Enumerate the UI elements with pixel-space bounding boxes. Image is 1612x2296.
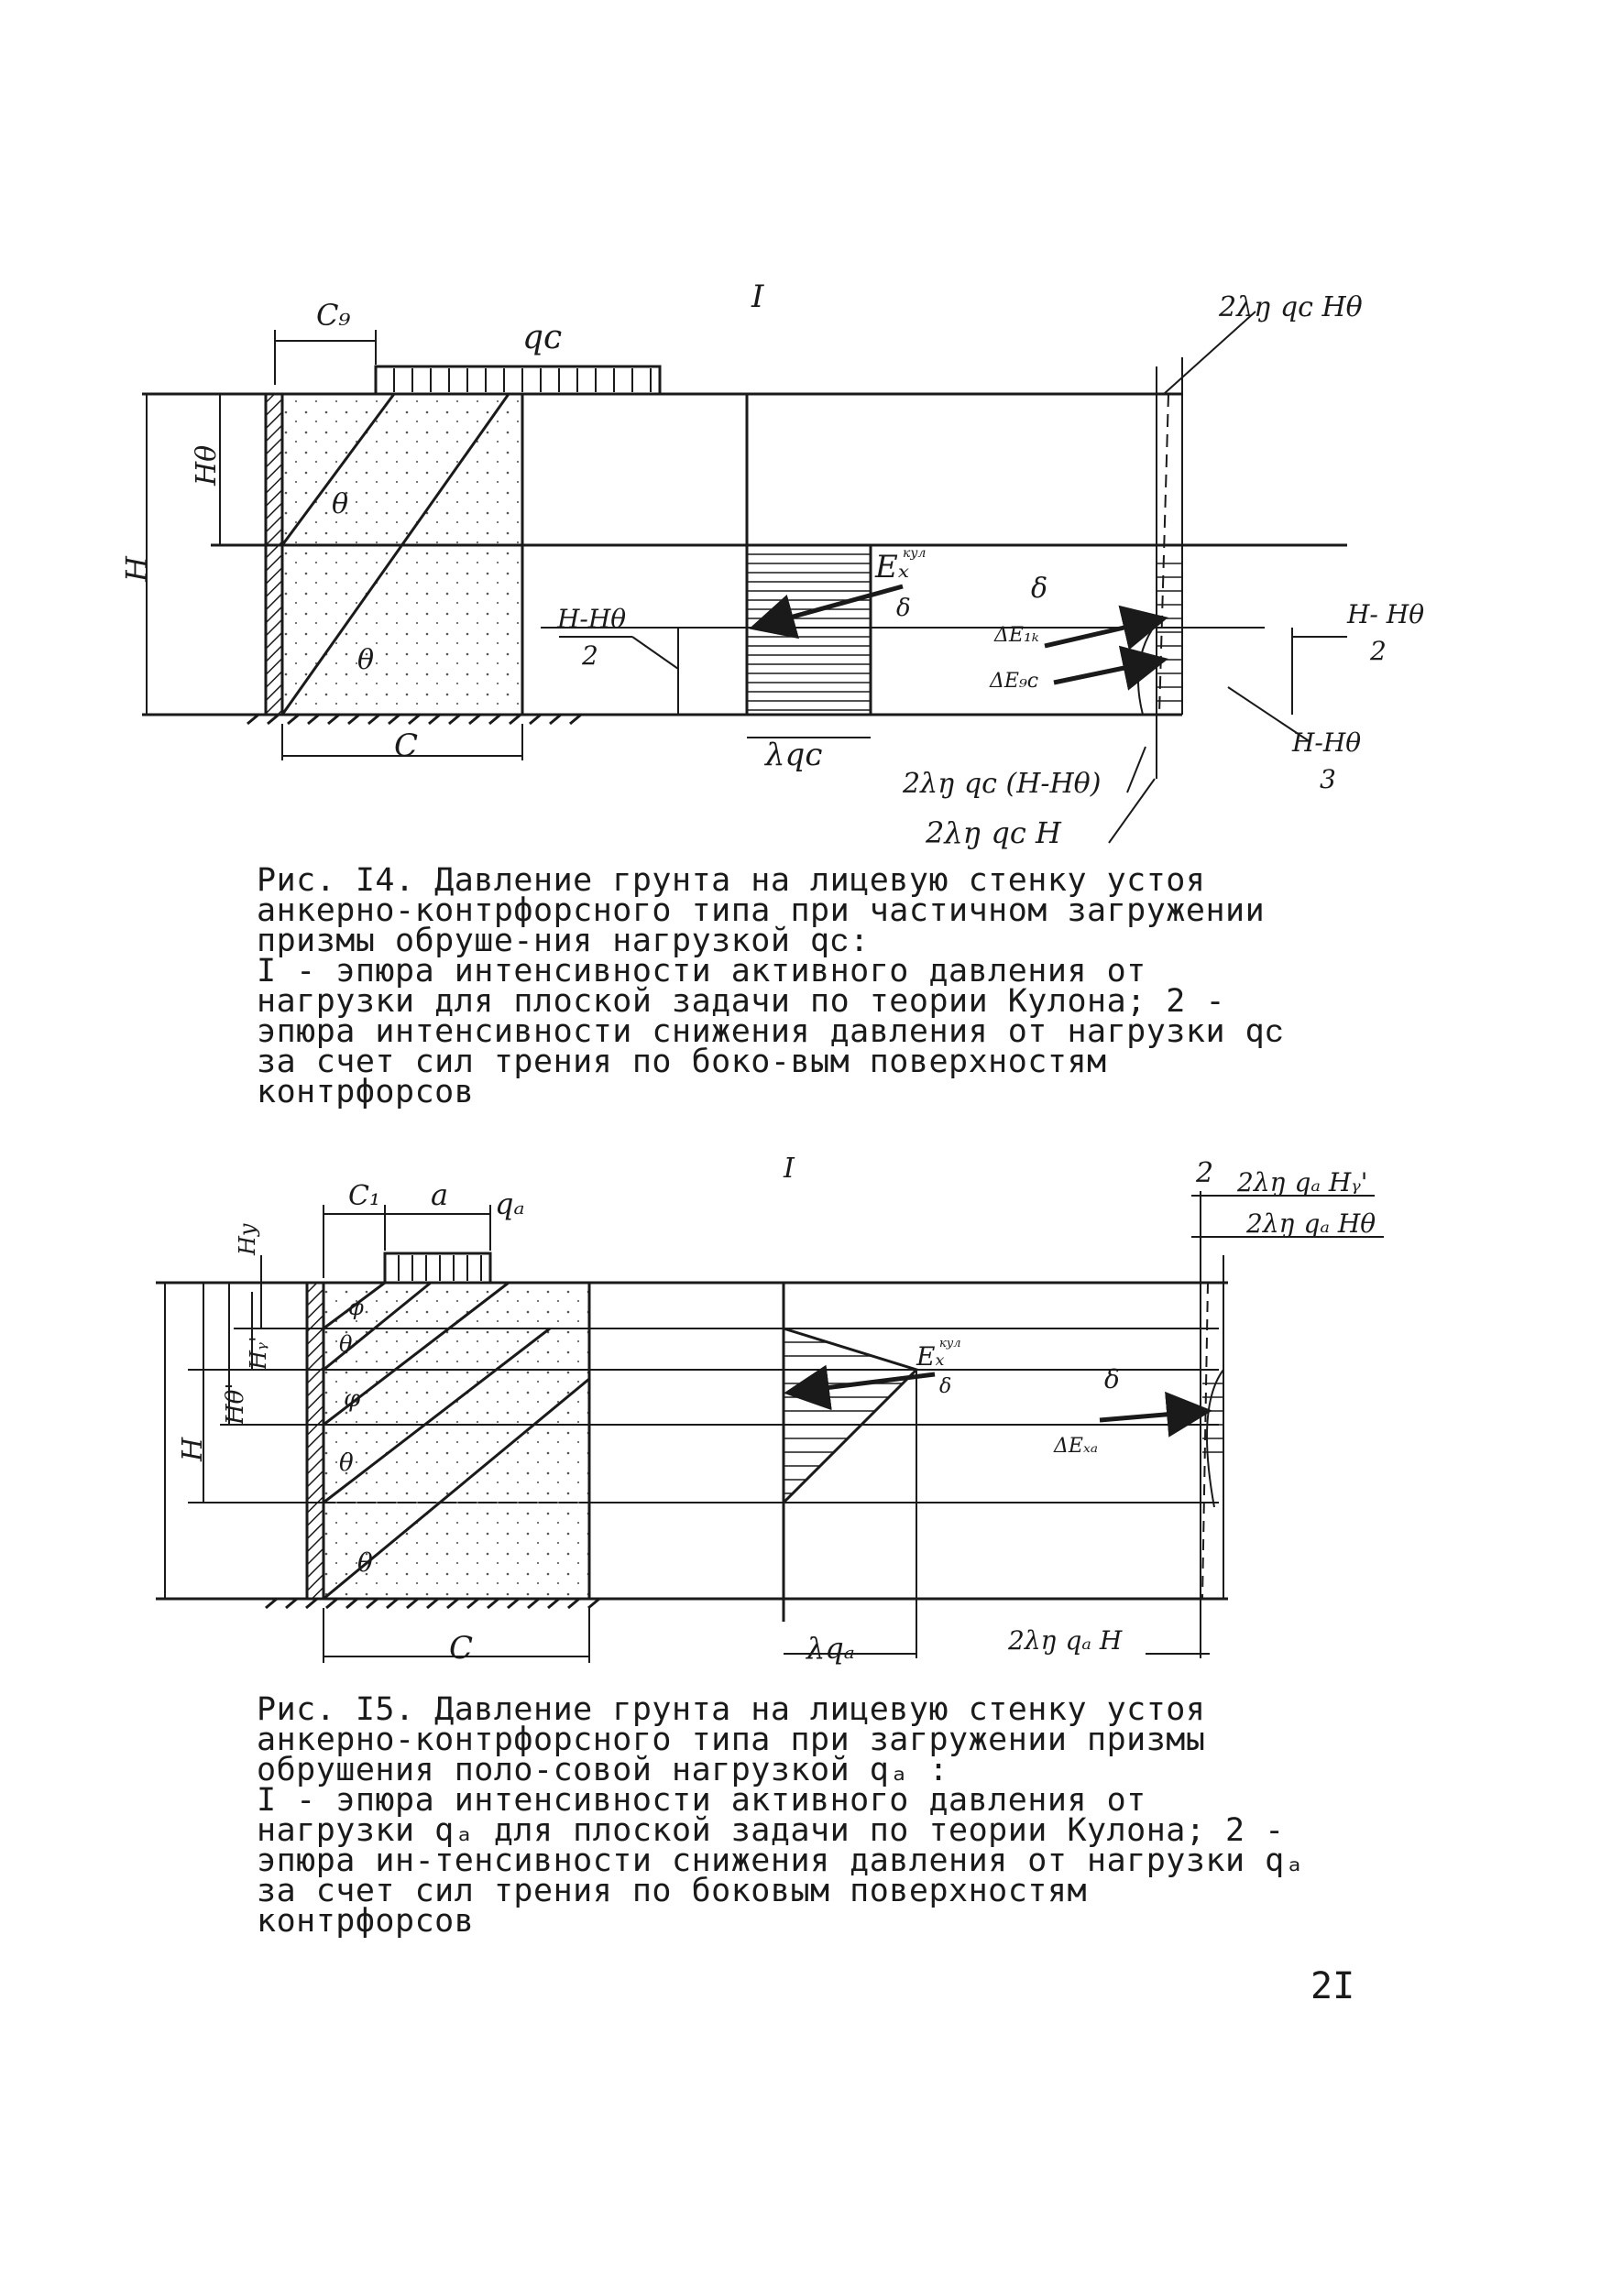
hy-label: Hy [235,1223,260,1255]
figure-14-drawing [0,266,1612,852]
bottom2-label: 2λŋ qᴄ H [926,815,1061,850]
epure-1-label: I [784,1153,795,1185]
third-den-label: 3 [1320,764,1336,794]
theta-lower-label: θ [357,644,375,676]
epure-1-hatch [747,554,871,710]
phi-label-2: φ [344,1385,361,1413]
delta-e-arrow [1100,1411,1208,1420]
figure-14-svg [0,266,1612,852]
hy2-label: Hᵧ' [246,1336,271,1370]
phi-label-1: φ [348,1295,364,1320]
right-half-den-label: 2 [1370,636,1387,666]
top-right2-label: 2λŋ qₐ Hθ [1246,1208,1376,1239]
load-qc-block [376,366,660,394]
front-wall [266,394,282,715]
figure-14-caption-title: Рис. I4. Давление грунта на лицевую стенку устоя анкерно-контрфорсного типа при частичном загружении призмы обруше-ния нагрузкой qᴄ: [257,862,1266,959]
delta-e1-label: ΔE₁ₖ [994,624,1039,647]
qa-load-label: qₐ [495,1186,525,1221]
h-label: H [177,1437,209,1461]
figure-14-caption [257,862,1320,1110]
theta-label-1: θ [339,1331,353,1357]
cq-label: C₉ [316,298,351,333]
e-qc-sup-label: кул [903,546,927,561]
h-label: H [119,556,154,582]
theta-label-3: θ [357,1547,373,1578]
cz-label: C₁ [348,1180,380,1212]
epure-1-rect [747,545,871,715]
load-qc-ticks [394,368,651,392]
figure-15-caption [257,1691,1320,1940]
qc-load-label: qᴄ [522,319,563,356]
theta-upper-label: θ [332,488,349,520]
soil-prism [282,394,522,715]
delta-label-1: δ [939,1375,952,1398]
third-num-label: H-Hθ [1292,727,1362,758]
delta-label-2: δ [1104,1364,1120,1394]
e-qa-sup-label: кул [939,1337,961,1350]
half-den-label: 2 [582,640,598,671]
epure-2-label: 2 [1196,1157,1214,1189]
front-wall [307,1283,323,1599]
lambda-qa-label: λqₐ [806,1631,855,1666]
delta-e2-label: ΔE₉ᴄ [990,670,1039,693]
page-number: 2I [1310,1965,1355,2007]
figure-15-svg [0,1145,1612,1677]
delta-label-1: δ [896,595,911,622]
c-label: C [394,727,419,764]
c-label: C [449,1630,474,1667]
epure-1-triangle [784,1328,916,1503]
epure-2-curve [1138,623,1157,715]
hb-label: Hθ [191,444,223,486]
bottom1-label: 2λŋ qᴄ (H-Hθ) [903,768,1102,800]
right-half-num-label: H- Hθ [1347,599,1425,629]
delta-label-2: δ [1031,573,1048,605]
epure-1-label: I [751,279,764,315]
figure-15-caption-body: I - эпюра интенсивности активного давления от нагрузки qₐ для плоской задачи по теории Кулона; 2 - эпюра ин-тенсивности снижения давления от нагрузки qₐ за счет сил трения по боковым поверхностям контрфорсов [257,1782,1305,1940]
e-qa-label: Eₓ [916,1341,945,1372]
half-num-label: H-Hθ [557,604,627,634]
a-label: a [431,1177,449,1212]
figure-15-drawing [0,1145,1612,1677]
theta-label-2: θ [339,1449,354,1477]
delta-e-label: ΔEₓₐ [1054,1435,1099,1458]
top-right-label: 2λŋ qᴄ Hθ [1219,291,1363,323]
load-qa-block [385,1253,490,1283]
figure-14-caption-body: I - эпюра интенсивности активного давления от нагрузки для плоской задачи по теории Кулона; 2 - эпюра интенсивности снижения давления от нагрузки qᴄ за счет сил трения по боко-вым поверхностям контрфорсов [257,953,1285,1110]
figure-15-caption-title: Рис. I5. Давление грунта на лицевую стенку устоя анкерно-контрфорсного типа при загружении призмы обрушения поло-совой нагрузкой qₐ : [257,1691,1206,1788]
delta-e2-arrow [1054,660,1164,683]
lambda-qc-label: λqᴄ [765,737,823,773]
top-right1-label: 2λŋ qₐ Hᵧ' [1237,1167,1368,1197]
bottom-label: 2λŋ qₐ H [1008,1625,1123,1656]
e-qc-label: Eₓ [875,549,909,585]
hb2-label: Hθ' [222,1383,249,1425]
e-qc-arrow [753,586,903,628]
